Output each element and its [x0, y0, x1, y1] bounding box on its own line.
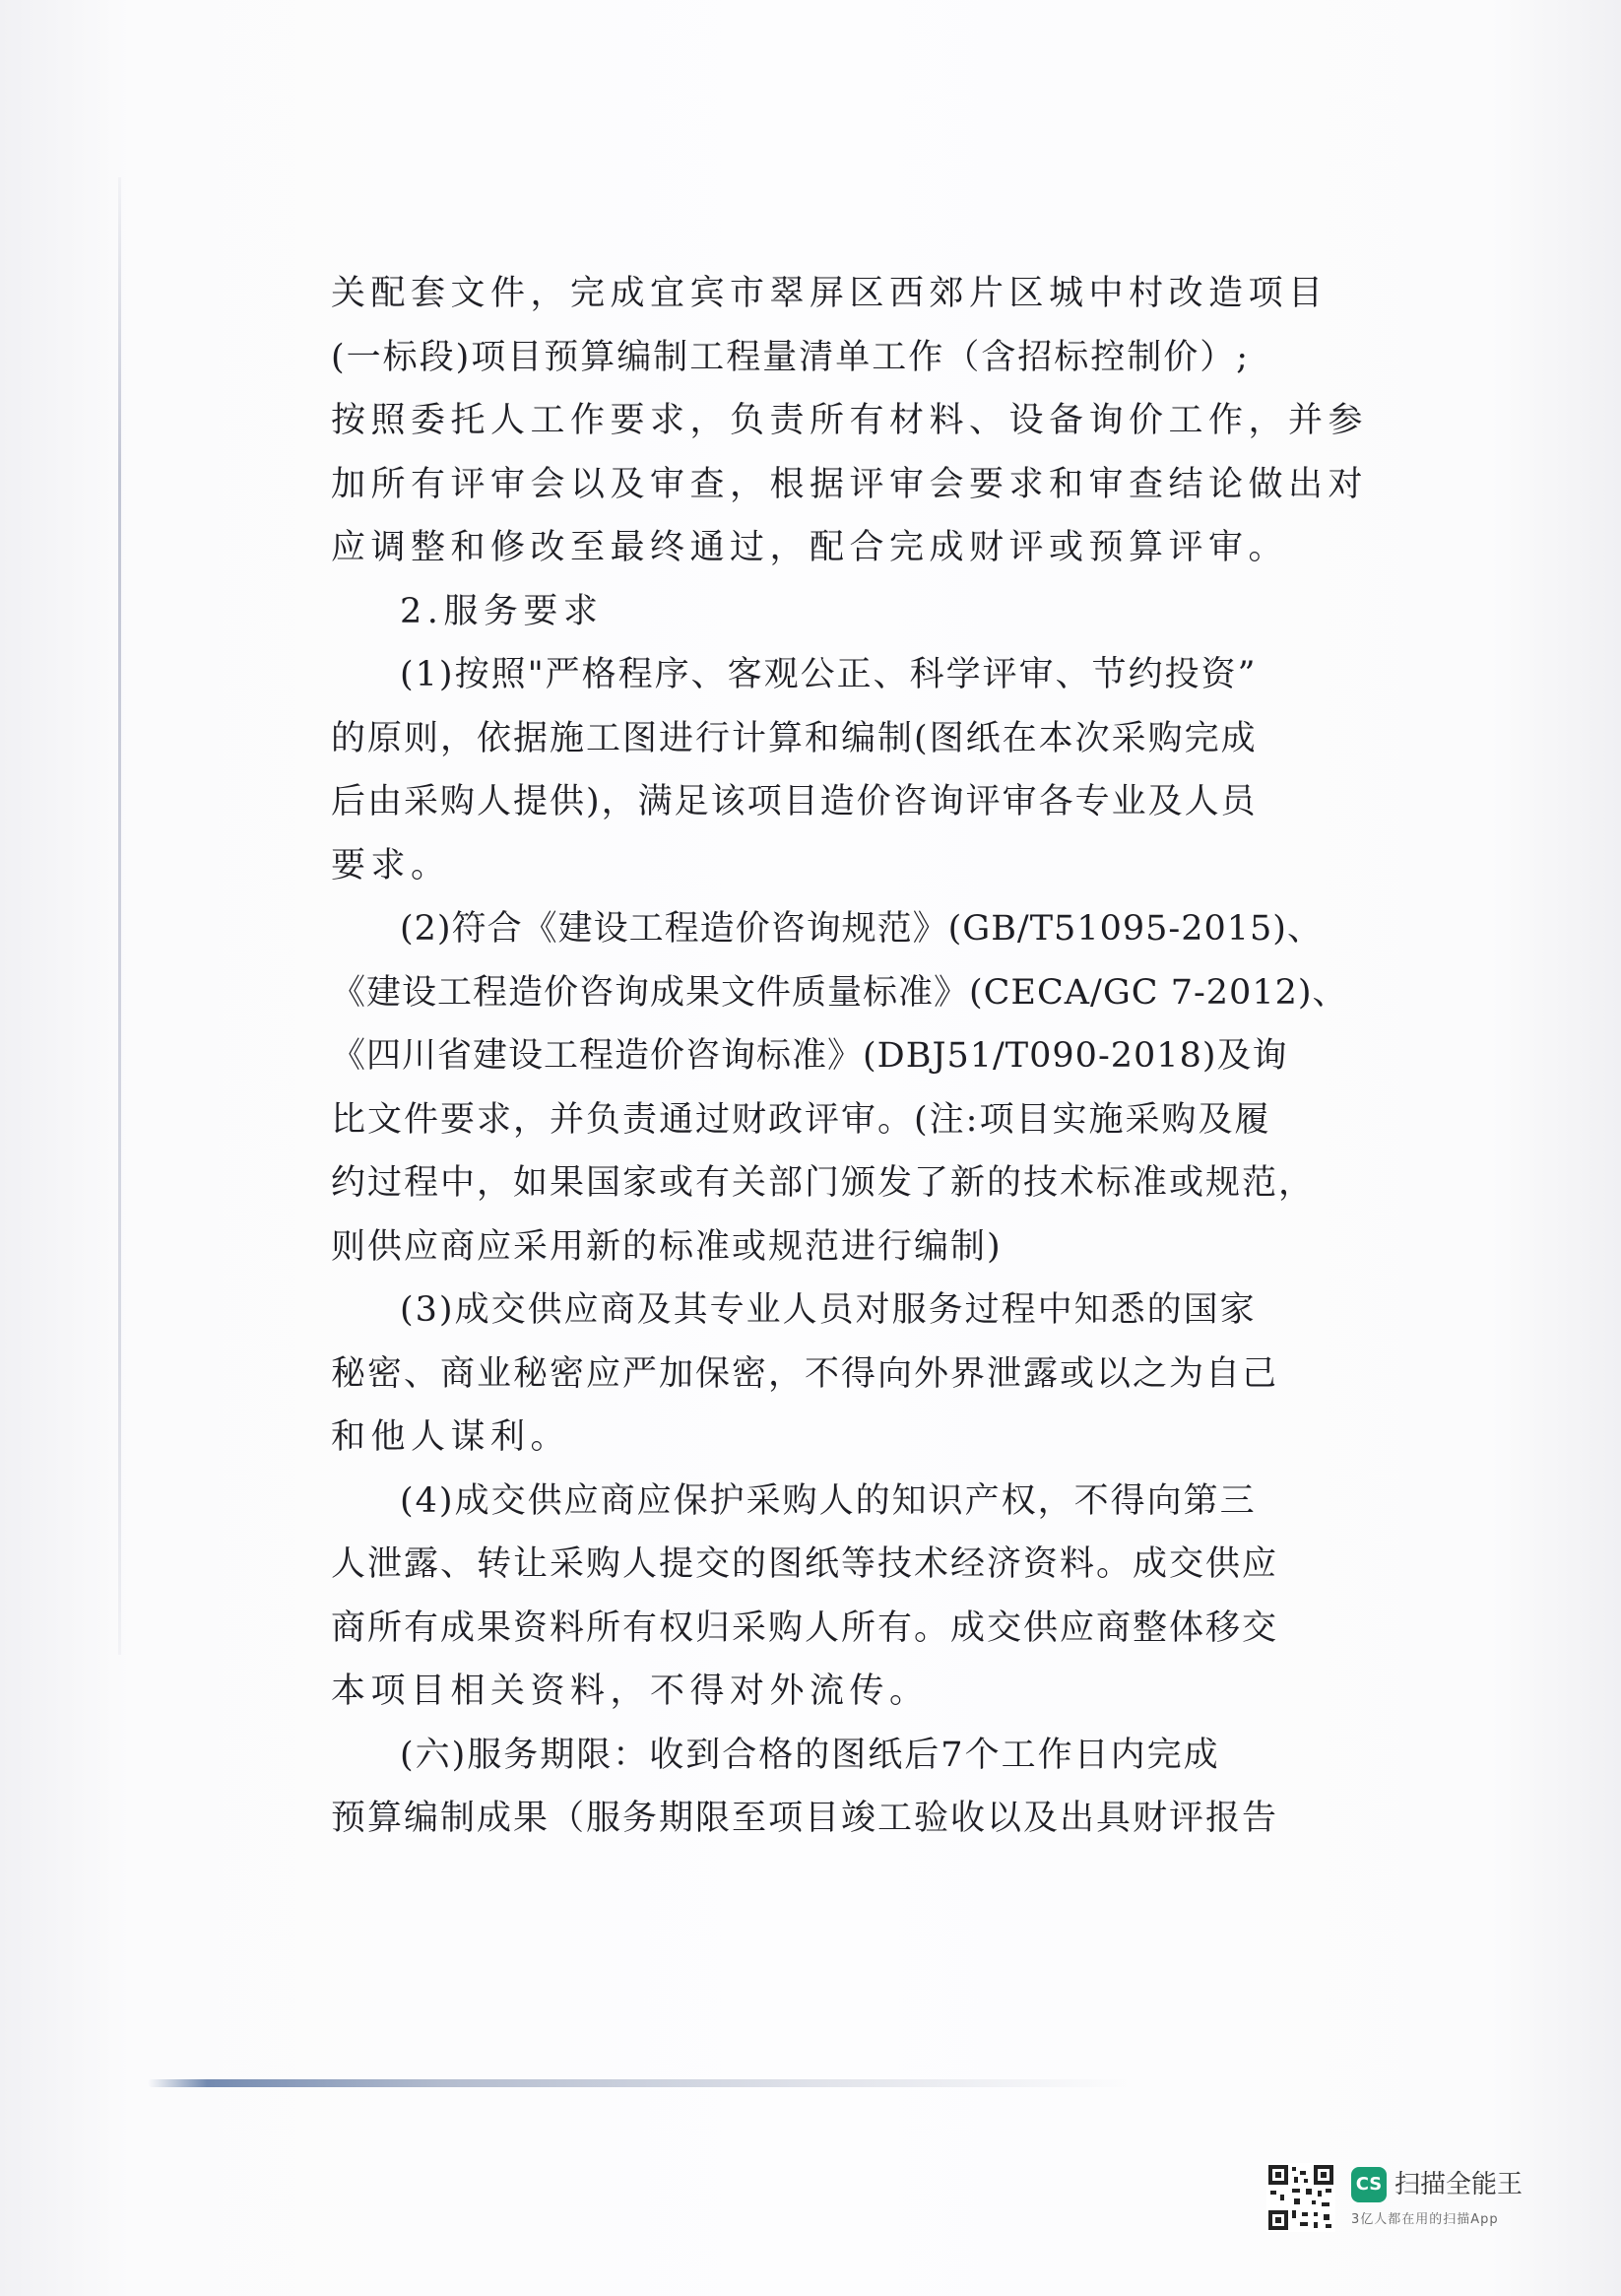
text-line: 本项目相关资料，不得对外流传。 — [331, 1672, 930, 1711]
watermark-tagline: 3亿人都在用的扫描App — [1351, 2212, 1499, 2227]
text-line: (3)成交供应商及其专业人员对服务过程中知悉的国家 — [400, 1290, 1257, 1330]
text-line: 比文件要求，并负责通过财政评审。(注:项目实施采购及履 — [331, 1099, 1271, 1140]
text-line: 《建设工程造价咨询成果文件质量标准》(CECA/GC 7-2012)、 — [331, 972, 1348, 1013]
watermark-brand: 扫描全能王 — [1394, 2170, 1524, 2199]
text-line: 秘密、商业秘密应严加保密，不得向外界泄露或以之为自己 — [331, 1353, 1279, 1394]
text-line: 《四川省建设工程造价咨询标准》(DBJ51/T090-2018)及询 — [331, 1036, 1288, 1076]
text-line: 后由采购人提供)，满足该项目造价咨询评审各专业及人员 — [331, 782, 1258, 821]
text-line: 加所有评审会以及审查，根据评审会要求和审查结论做出对 — [331, 464, 1369, 504]
scan-streak — [148, 2079, 1133, 2087]
text-line: 关配套文件，完成宜宾市翠屏区西郊片区城中村改造项目 — [331, 274, 1329, 313]
text-line: 的原则，依据施工图进行计算和编制(图纸在本次采购完成 — [331, 718, 1258, 758]
text-line: 和他人谋利。 — [331, 1417, 571, 1457]
section-heading: (六)服务期限：收到合格的图纸后7个工作日内完成 — [400, 1735, 1220, 1775]
text-line: (一标段)项目预算编制工程量清单工作（含招标控制价）; — [331, 337, 1251, 377]
text-line: 按照委托人工作要求，负责所有材料、设备询价工作，并参 — [331, 401, 1369, 440]
section-heading: 2.服务要求 — [400, 591, 604, 631]
scan-edge-shadow — [118, 177, 121, 1655]
text-line: (4)成交供应商应保护采购人的知识产权，不得向第三 — [400, 1480, 1257, 1521]
scanner-watermark — [1266, 2163, 1552, 2232]
text-line: 商所有成果资料所有权归采购人所有。成交供应商整体移交 — [331, 1607, 1279, 1648]
text-line: 要求。 — [331, 845, 451, 886]
document-body — [331, 262, 1369, 1851]
text-line: 则供应商应采用新的标准或规范进行编制) — [331, 1226, 1003, 1267]
text-line: 约过程中，如果国家或有关部门颁发了新的技术标准或规范， — [331, 1163, 1316, 1203]
text-line: 应调整和修改至最终通过，配合完成财评或预算评审。 — [331, 528, 1289, 567]
qr-code-icon — [1266, 2163, 1335, 2232]
text-line: 预算编制成果（服务期限至项目竣工验收以及出具财评报告 — [331, 1799, 1279, 1838]
text-line: (2)符合《建设工程造价咨询规范》(GB/T51095-2015)、 — [400, 909, 1323, 949]
camscanner-logo-icon: CS — [1351, 2167, 1387, 2202]
text-line: (1)按照"严格程序、客观公正、科学评审、节约投资” — [400, 655, 1258, 694]
text-line: 人泄露、转让采购人提交的图纸等技术经济资料。成交供应 — [331, 1544, 1279, 1584]
